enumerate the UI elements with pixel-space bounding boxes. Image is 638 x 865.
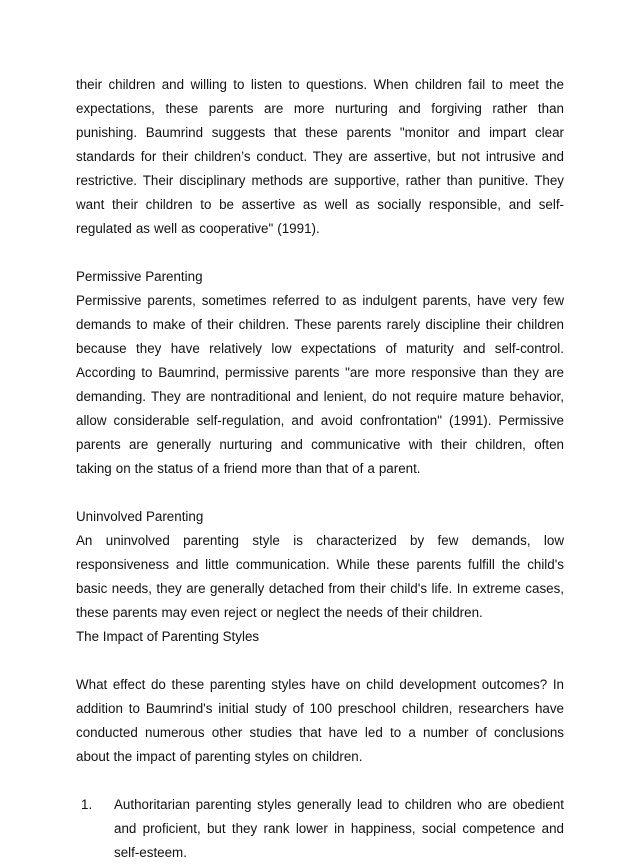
paragraph-gap <box>76 241 564 265</box>
paragraph-gap <box>76 481 564 505</box>
paragraph-permissive-parenting: Permissive parents, sometimes referred to as indulgent parents, have very few demands to make of their children. These parents rarely discipline their children because they have relatively low expectations of maturity and self-control. According to Baumrind, permissive parents "are more responsive than they are demanding. They are nontraditional and lenient, do not require mature behavior, allow considerable self-regulation, and avoid confrontation" (1991). Permissive parents are generally nurturing and communicative with their children, often taking on the status of a friend more than that of a parent. <box>76 293 564 476</box>
paragraph-uninvolved-parenting: An uninvolved parenting style is characterized by few demands, low responsiveness and little communication. While these parents fulfill the child's basic needs, they are generally detached from their child's life. In extreme cases, these parents may even reject or neglect the needs of their children. <box>76 533 564 620</box>
list-item <box>76 793 564 865</box>
paragraph-authoritative-continuation: their children and willing to listen to questions. When children fail to meet the expectations, these parents are more nurturing and forgiving rather than punishing. Baumrind suggests that these parents "monitor and impart clear standards for their children’s conduct. They are assertive, but not intrusive and restrictive. Their disciplinary methods are supportive, rather than punitive. They want their children to be assertive as well as socially responsible, and self-regulated as well as cooperative" (1991). <box>76 77 564 236</box>
heading-permissive-parenting: Permissive Parenting <box>76 269 203 284</box>
list-item-number: 1. <box>81 797 93 812</box>
paragraph-impact: What effect do these parenting styles have on child development outcomes? In addition to Baumrind's initial study of 100 preschool children, researchers have conducted numerous other studies that have led to a number of conclusions about the impact of parenting styles on children. <box>76 677 564 764</box>
paragraph-gap <box>76 649 564 673</box>
list-item-text: Authoritarian parenting styles generally lead to children who are obedient and proficient, but they rank lower in happiness, social competence and self-esteem. <box>114 797 564 860</box>
heading-impact-of-parenting-styles: The Impact of Parenting Styles <box>76 629 260 644</box>
numbered-list <box>76 793 564 865</box>
heading-uninvolved-parenting: Uninvolved Parenting <box>76 509 204 524</box>
paragraph-gap <box>76 769 564 793</box>
